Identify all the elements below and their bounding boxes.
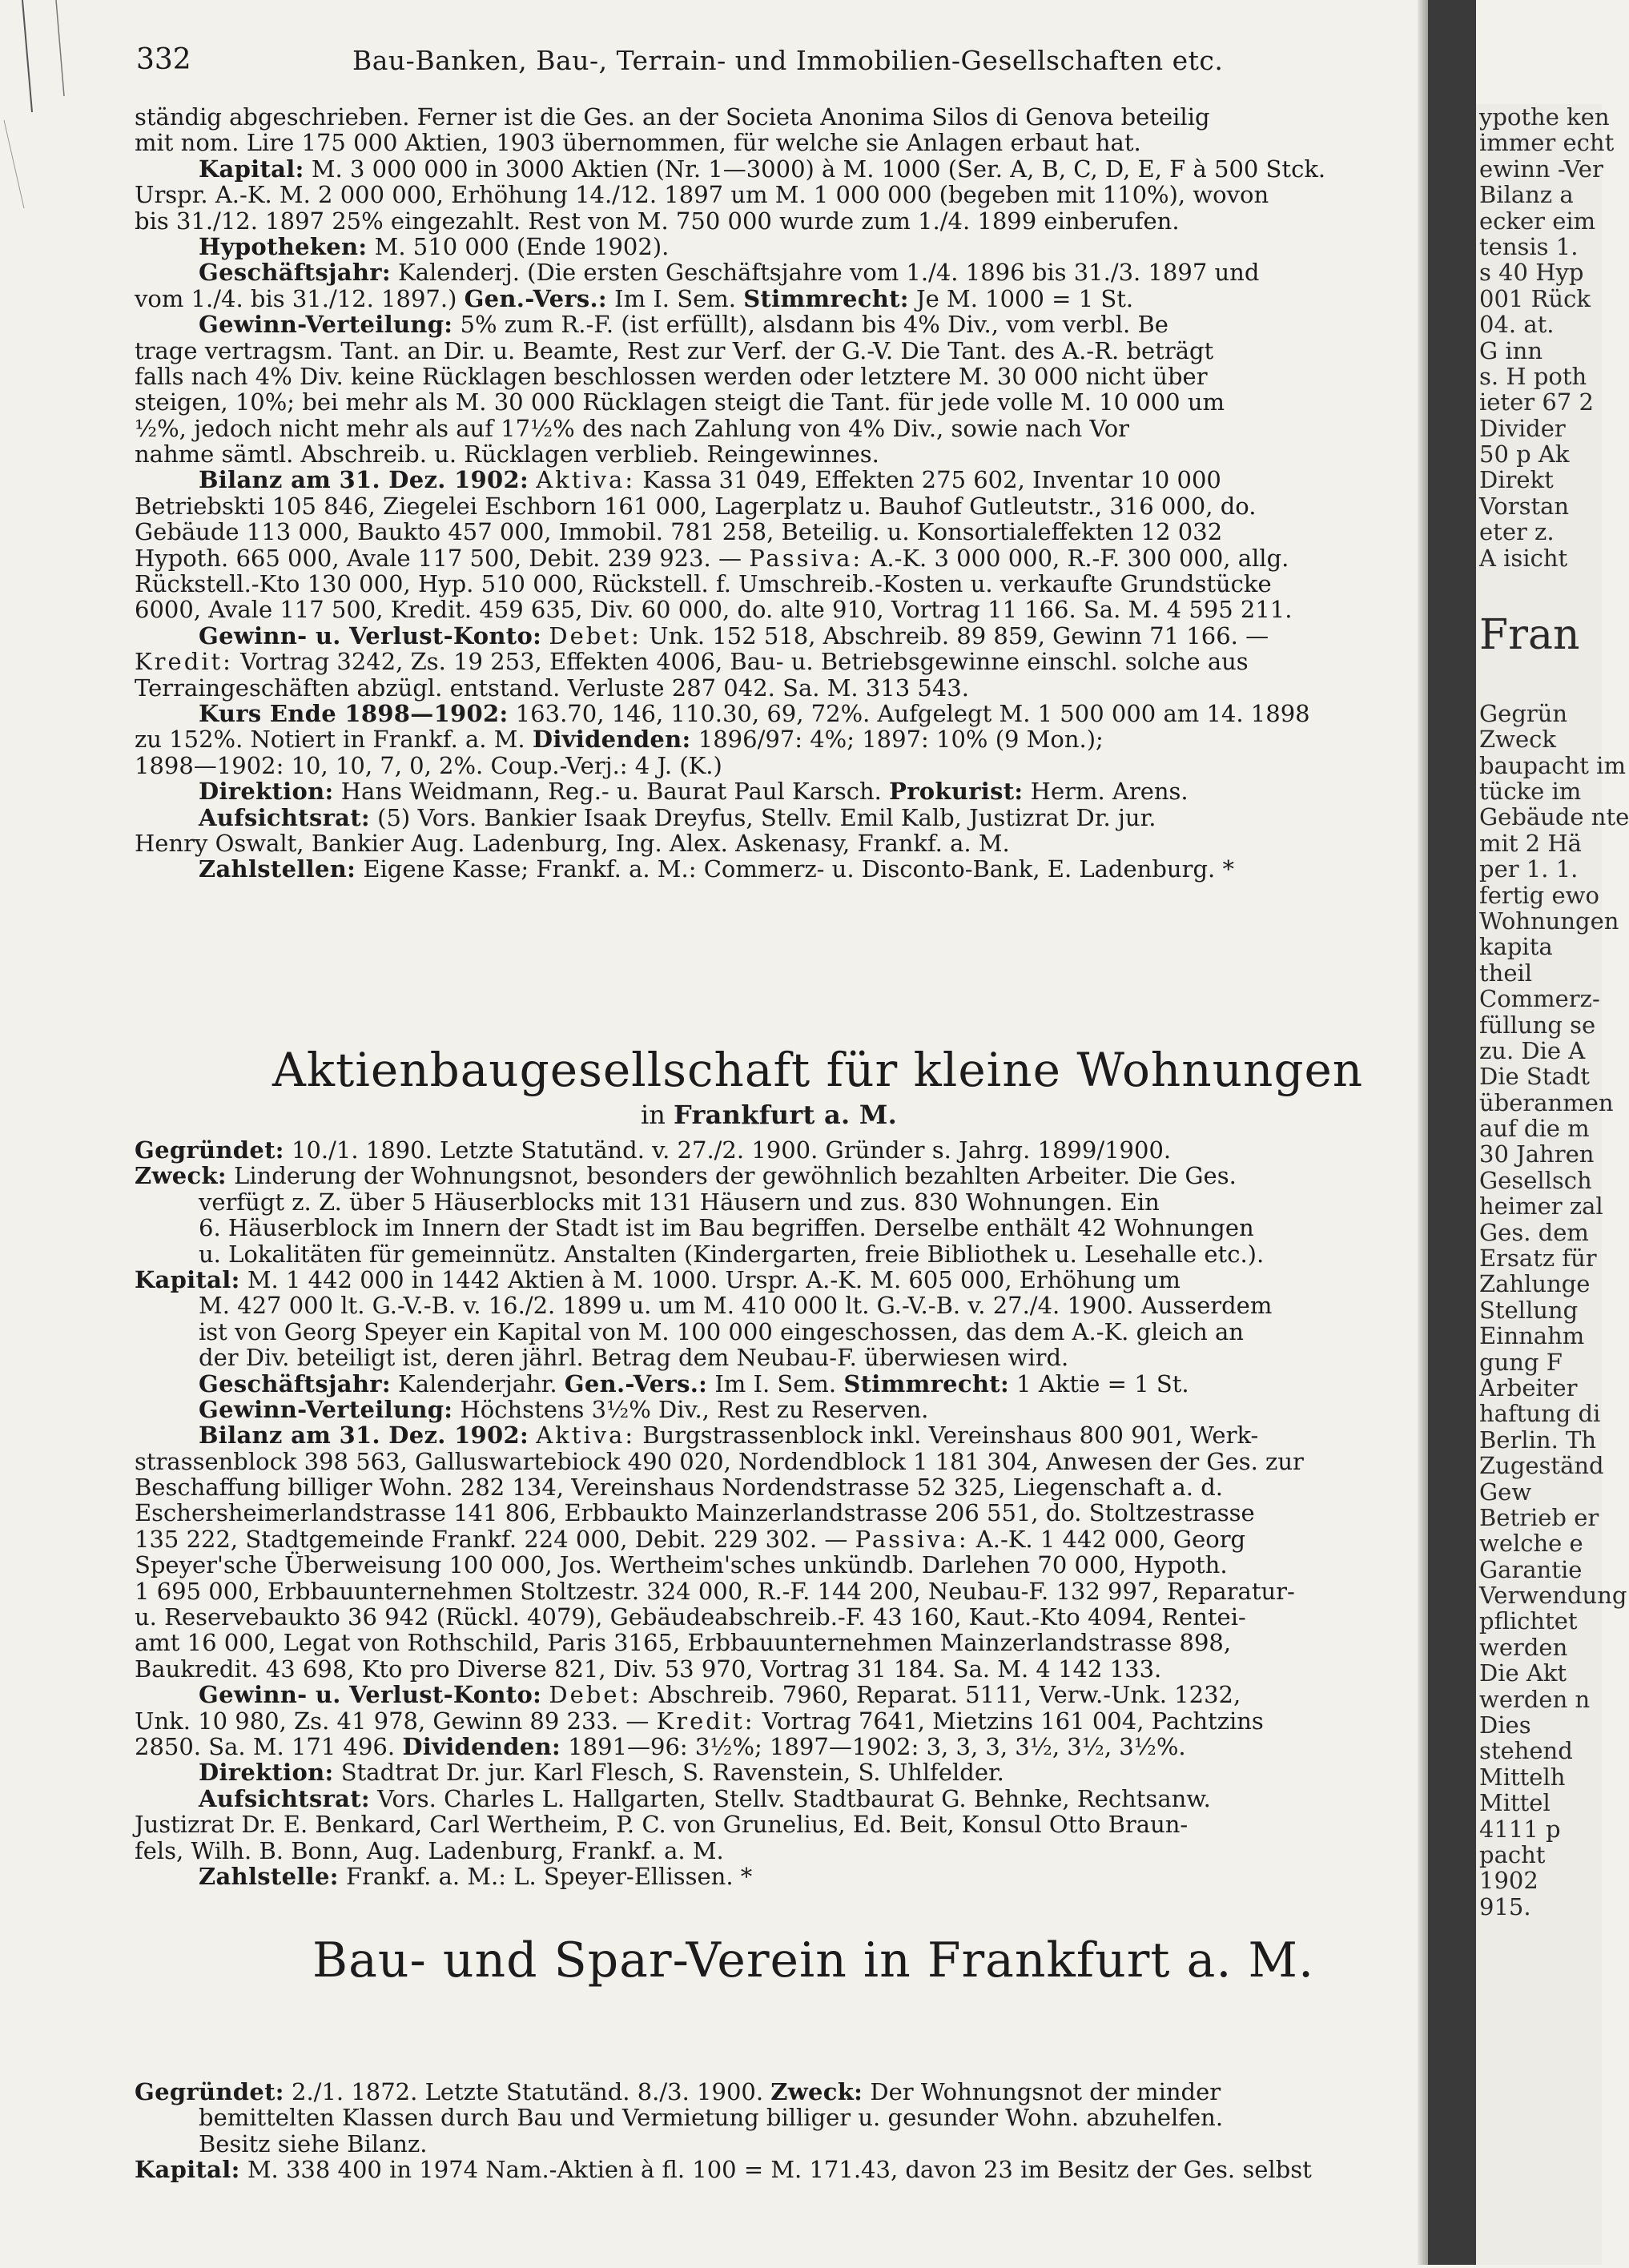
e2-line-24 [135, 1734, 1432, 1759]
field-value: Unk. 10 980, Zs. 41 978, Gewinn 89 233. — [135, 1707, 657, 1735]
field-label: Kapital: [135, 2156, 240, 2184]
entry-title-bau-spar-verein: Bau- und Spar-Verein in Frankfurt a. M. [312, 1932, 1315, 1989]
e2-line-4: 6. Häuserblock im Innern der Stadt ist im Bau begriffen. Derselbe enthält 42 Wohnungen [199, 1214, 1254, 1242]
field-label: Gewinn- u. Verlust-Konto: [199, 621, 542, 649]
prev-line-12: steigen, 10%; bei mehr als M. 30 000 Rücklagen steigt die Tant. für jede volle M. 10 000 um [135, 388, 1225, 416]
e2-line-28: fels, Wilh. B. Bonn, Aug. Ladenburg, Frankf. a. M. [135, 1836, 724, 1864]
facing-page-line: kapita [1479, 933, 1553, 961]
field-label: Gegründet: [135, 2078, 284, 2105]
field-label: Gen.-Vers.: [564, 1369, 708, 1397]
prev-guv [135, 623, 1432, 649]
field-value: Eigene Kasse; Frankf. a. M.: Commerz- u. Disconto-Bank, E. Ladenburg. * [356, 855, 1234, 883]
field-label: Zahlstellen: [199, 855, 356, 883]
field-value: zu 152%. Notiert in Frankf. a. M. [135, 726, 533, 754]
facing-page-line: Gebäude nte [1479, 803, 1629, 831]
field-label: Gegründet: [135, 1136, 284, 1164]
field-value: Hans Weidmann, Reg.- u. Baurat Paul Karsch. [333, 778, 890, 806]
facing-page-line: überanmen [1479, 1088, 1614, 1116]
field-label: Bilanz am 31. Dez. 1902: [199, 1422, 529, 1450]
field-value: Vors. Charles L. Hallgarten, Stellv. Stadtbaurat G. Behnke, Rechtsanw. [369, 1784, 1211, 1812]
facing-page-line: Berlin. Th [1479, 1426, 1597, 1454]
debet-label: Debet: [549, 1681, 642, 1709]
facing-page-line: ewinn -Ver [1479, 155, 1603, 183]
facing-page-line: G inn [1479, 336, 1543, 364]
field-label: Aufsichtsrat: [199, 803, 370, 831]
aktiva-label: Aktiva: [536, 466, 636, 494]
entry-title-aktienbau: Aktienbaugesellschaft für kleine Wohnungen [272, 1043, 1364, 1097]
e2-bilanz [135, 1422, 1432, 1448]
facing-page-line: Commerz- [1479, 985, 1600, 1013]
field-label: Kurs Ende 1898—1902: [199, 699, 509, 727]
facing-page-line: Divider [1479, 414, 1566, 442]
field-value: 163.70, 146, 110.30, 69, 72%. Aufgelegt M. 1 500 000 am 14. 1898 [508, 699, 1310, 727]
e2-line-3: verfügt z. Z. über 5 Häuserblocks mit 131 Häusern und zus. 830 Wohnungen. Ein [199, 1188, 1160, 1216]
facing-page-line: welche e [1479, 1530, 1583, 1558]
e3-line-2: bemittelten Klassen durch Bau und Vermietung billiger u. gesunder Wohn. abzuhelfen. [199, 2104, 1224, 2132]
field-value: 1 Aktie = 1 St. [1008, 1369, 1189, 1397]
facing-page-line: Fran [1479, 611, 1580, 660]
e2-aufsichtsrat [135, 1786, 1432, 1812]
facing-page-line: Bilanz a [1479, 181, 1574, 209]
prev-kapital [135, 156, 1432, 182]
facing-page-line: ecker eim [1479, 207, 1596, 235]
field-value: 10./1. 1890. Letzte Statutänd. v. 27./2. 1900. Gründer s. Jahrg. 1899/1900. [284, 1136, 1172, 1164]
facing-page-line: tensis 1. [1479, 232, 1579, 260]
prev-aufsichtsrat [135, 805, 1432, 830]
facing-page-line: Die Akt [1479, 1659, 1567, 1687]
prev-line-11: falls nach 4% Div. keine Rücklagen beschlossen werden oder letztere M. 30 000 nicht über [135, 362, 1208, 390]
passiva-label: Passiva: [749, 544, 863, 572]
field-value: Kassa 31 049, Effekten 275 602, Inventar 10 000 [635, 466, 1221, 494]
facing-page-line: baupacht im [1479, 751, 1626, 779]
facing-page-line: Zweck [1479, 726, 1556, 754]
prev-bilanz [135, 467, 1432, 493]
field-label: Kapital: [199, 155, 304, 183]
facing-page-line: mit 2 Hä [1479, 829, 1582, 857]
facing-page-line: A isicht [1479, 544, 1568, 572]
field-value: 135 222, Stadtgemeinde Frankf. 224 000, Debit. 229 302. — [135, 1525, 855, 1553]
prev-line-18 [135, 545, 1432, 571]
prev-line-19: Rückstell.-Kto 130 000, Hyp. 510 000, Rückstell. f. Umschreib.-Kosten u. verkaufte Grundstücke [135, 570, 1272, 598]
facing-page-line: Die Stadt [1479, 1063, 1590, 1091]
e2-line-7: M. 427 000 lt. G.-V.-B. v. 16./2. 1899 u. um M. 410 000 lt. G.-V.-B. v. 27./4. 1900. Ausserdem [199, 1292, 1273, 1320]
entry-body-bau-spar-verein [135, 2079, 1432, 2183]
e2-guv [135, 1682, 1432, 1707]
field-value: Abschreib. 7960, Reparat. 5111, Verw.-Unk. 1232, [641, 1681, 1241, 1709]
e3-gegruendet [135, 2079, 1432, 2105]
e3-kapital [135, 2157, 1432, 2182]
e2-line-20: amt 16 000, Legat von Rothschild, Paris 3165, Erbbauunternehmen Mainzerlandstrasse 898, [135, 1629, 1232, 1657]
book-gutter [1428, 0, 1476, 2265]
e2-line-16 [135, 1526, 1432, 1552]
facing-page-line: Mittelh [1479, 1763, 1566, 1791]
field-value: Stadtrat Dr. jur. Karl Flesch, S. Ravenstein, S. Uhlfelder. [333, 1759, 1004, 1787]
entry-subtitle-aktienbau [641, 1100, 897, 1130]
e2-line-9: der Div. beteiligt ist, deren jährl. Betrag dem Neubau-F. überwiesen wird. [199, 1344, 1069, 1372]
subtitle-city: Frankfurt a. M. [674, 1100, 898, 1130]
subtitle-prefix: in [641, 1100, 674, 1130]
facing-page-line: ieter 67 2 [1479, 388, 1594, 416]
facing-page-line: werden [1479, 1633, 1568, 1661]
facing-page-line: Ges. dem [1479, 1218, 1589, 1246]
field-value: M. 338 400 in 1974 Nam.-Aktien à fl. 100 = M. 171.43, davon 23 im Besitz der Ges. selbst [239, 2156, 1312, 2184]
facing-page-line: immer echt [1479, 129, 1615, 157]
facing-page-line: 001 Rück [1479, 284, 1591, 312]
field-label: Zweck: [135, 1162, 227, 1190]
field-value: Unk. 152 518, Abschreib. 89 859, Gewinn 71 166. — [641, 621, 1269, 649]
field-label: Dividenden: [402, 1732, 561, 1760]
facing-page-line: Mittel [1479, 1789, 1551, 1817]
field-label: Gewinn-Verteilung: [199, 1395, 453, 1423]
facing-page-line: Gegrün [1479, 699, 1568, 727]
facing-page-line: Arbeiter [1479, 1373, 1578, 1401]
e2-zweck [135, 1163, 1432, 1188]
facing-page-line: Zahlunge [1479, 1270, 1591, 1298]
field-label: Kapital: [135, 1265, 240, 1293]
facing-page-line: 30 Jahren [1479, 1140, 1595, 1168]
prev-line-29: Henry Oswalt, Bankier Aug. Ladenburg, Ing. Alex. Askenasy, Frankf. a. M. [135, 829, 1010, 857]
facing-page-line: stehend [1479, 1737, 1573, 1765]
e2-line-14: Beschaffung billiger Wohn. 282 134, Vereinshaus Nordendstrasse 52 325, Liegenschaft a. d. [135, 1474, 1223, 1502]
field-value: 5% zum R.-F. (ist erfüllt), alsdann bis 4% Div., vom verbl. Be [452, 311, 1168, 339]
e2-line-8: ist von Georg Speyer ein Kapital von M. 100 000 eingeschossen, das dem A.-K. gleich an [199, 1317, 1244, 1345]
entry-body-aktienbau [135, 1137, 1432, 1889]
facing-page-line: auf die m [1479, 1115, 1590, 1143]
debet-label: Debet: [549, 621, 642, 649]
page-fold-shadow [1418, 0, 1429, 2265]
e2-line-5: u. Lokalitäten für gemeinnütz. Anstalten (Kindergarten, freie Bibliothek u. Lesehalle etc.). [199, 1240, 1265, 1268]
main-column [135, 104, 1432, 883]
prev-hypotheken [135, 234, 1432, 259]
facing-page-line: gung F [1479, 1348, 1563, 1376]
field-value: 1896/97: 4%; 1897: 10% (9 Mon.); [690, 726, 1104, 754]
field-value: (5) Vors. Bankier Isaak Dreyfus, Stellv. Emil Kalb, Justizrat Dr. jur. [369, 803, 1156, 831]
e2-line-17: Speyer'sche Überweisung 100 000, Jos. Wertheim'sches unkündb. Darlehen 70 000, Hypoth. [135, 1551, 1228, 1579]
field-value: Herm. Arens. [1023, 778, 1189, 806]
facing-page-line: per 1. 1. [1479, 855, 1579, 883]
field-label: Zweck: [770, 2078, 863, 2105]
field-value: A.-K. 1 442 000, Georg [968, 1525, 1246, 1553]
facing-page-line: Stellung [1479, 1296, 1579, 1324]
facing-page-line: pacht [1479, 1841, 1546, 1868]
kredit-label: Kredit: [135, 648, 233, 676]
page-edge-marks [0, 0, 48, 2265]
facing-page-line: 915. [1479, 1892, 1531, 1920]
facing-page-line: haftung di [1479, 1400, 1601, 1428]
facing-page-line: theil [1479, 959, 1533, 987]
facing-page-line: tücke im [1479, 777, 1582, 805]
facing-page-line: füllung se [1479, 1011, 1596, 1039]
prev-line-16: Betriebskti 105 846, Ziegelei Eschborn 161 000, Lagerplatz u. Bauhof Gutleutstr., 316 000, do. [135, 492, 1257, 520]
e2-line-18: 1 695 000, Erbbauunternehmen Stoltzestr. 324 000, R.-F. 144 200, Neubau-F. 132 997, Reparatur- [135, 1577, 1295, 1605]
field-value: M. 1 442 000 in 1442 Aktien à M. 1000. Urspr. A.-K. M. 605 000, Erhöhung um [239, 1265, 1181, 1293]
prev-kurs [135, 701, 1432, 726]
field-value: Vortrag 3242, Zs. 19 253, Effekten 4006, Bau- u. Betriebsgewinne einschl. solche aus [232, 648, 1249, 676]
field-label: Dividenden: [532, 726, 691, 754]
facing-page-line: Vorstan [1479, 492, 1570, 520]
field-value: Vortrag 7641, Mietzins 161 004, Pachtzins [754, 1707, 1264, 1735]
prev-direktion [135, 778, 1432, 804]
prev-line-26: 1898—1902: 10, 10, 7, 0, 2%. Coup.-Verj.: 4 J. (K.) [135, 751, 722, 779]
field-value: M. 3 000 000 in 3000 Aktien (Nr. 1—3000) à M. 1000 (Ser. A, B, C, D, E, F à 500 Stck. [304, 155, 1326, 183]
prev-line-8 [135, 286, 1432, 312]
facing-page-line: Dies [1479, 1711, 1531, 1739]
prev-line-2: mit nom. Lire 175 000 Aktien, 1903 übernommen, für welche sie Anlagen erbaut hat. [135, 129, 1141, 157]
page-edge-shadow [0, 0, 48, 2265]
facing-page-line: pflichtet [1479, 1607, 1578, 1635]
prev-line-14: nahme sämtl. Abschreib. u. Rücklagen verblieb. Reingewinnes. [135, 440, 879, 468]
e3-line-3: Besitz siehe Bilanz. [199, 2129, 428, 2157]
facing-page-line: Direkt [1479, 466, 1554, 494]
field-value: Kalenderj. (Die ersten Geschäftsjahre vom 1./4. 1896 bis 31./3. 1897 und [390, 259, 1260, 287]
facing-page-line: Zugeständ [1479, 1452, 1604, 1480]
field-value: Hypoth. 665 000, Avale 117 500, Debit. 239 923. — [135, 544, 750, 572]
field-label: Gewinn- u. Verlust-Konto: [199, 1681, 542, 1709]
e2-line-15: Eschersheimerlandstrasse 141 806, Erbbaukto Mainzerlandstrasse 206 551, do. Stoltzestrasse [135, 1499, 1255, 1527]
facing-page-line: Einnahm [1479, 1322, 1585, 1350]
field-label: Direktion: [199, 778, 334, 806]
e2-line-13: strassenblock 398 563, Galluswartebiock 490 020, Nordendblock 1 181 304, Anwesen der Ges. zur [135, 1447, 1304, 1475]
field-value: Je M. 1000 = 1 St. [908, 284, 1134, 312]
facing-page-line: zu. Die A [1479, 1036, 1586, 1064]
e2-line-23 [135, 1708, 1432, 1734]
field-value: Der Wohnungsnot der minder [863, 2078, 1221, 2105]
facing-page-line: Gesellsch [1479, 1166, 1592, 1194]
field-value: 2850. Sa. M. 171 496. [135, 1732, 403, 1760]
facing-page-line [1476, 571, 1602, 597]
facing-page-line: ypothe ken [1479, 103, 1610, 131]
facing-page-line: 4111 p [1479, 1815, 1561, 1843]
field-value: A.-K. 3 000 000, R.-F. 300 000, allg. [863, 544, 1289, 572]
prev-line-20: 6000, Avale 117 500, Kredit. 459 635, Div. 60 000, do. alte 910, Vortrag 11 166. Sa. M. 4 595 211. [135, 596, 1293, 624]
field-value: Im I. Sem. [606, 284, 744, 312]
prev-gewinn-verteilung [135, 312, 1432, 337]
field-label: Geschäftsjahr: [199, 1369, 391, 1397]
facing-page-line: 50 p Ak [1479, 440, 1570, 468]
field-value: Frankf. a. M.: L. Speyer-Ellissen. * [338, 1862, 753, 1890]
field-value: Burgstrassenblock inkl. Vereinshaus 800 901, Werk- [635, 1422, 1259, 1450]
kredit-label: Kredit: [656, 1707, 755, 1735]
running-head: Bau-Banken, Bau-, Terrain- und Immobilien-Gesellschaften etc. [352, 45, 1224, 76]
field-label: Stimmrecht: [843, 1369, 1009, 1397]
facing-page-line: Betrieb er [1479, 1503, 1599, 1531]
field-value: 1891—96: 3½%; 1897—1902: 3, 3, 3, 3½, 3½, 3½%. [561, 1732, 1186, 1760]
field-label: Hypotheken: [199, 232, 368, 260]
e2-line-19: u. Reservebaukto 36 942 (Rückl. 4079), Gebäudeabschreib.-F. 43 160, Kaut.-Kto 4094, Rentei- [135, 1603, 1246, 1631]
facing-page-line: Garantie [1479, 1555, 1583, 1583]
page-header [136, 43, 1386, 83]
field-value: 2./1. 1872. Letzte Statutänd. 8./3. 1900. [284, 2078, 771, 2105]
prev-line-5: bis 31./12. 1897 25% eingezahlt. Rest von M. 750 000 wurde zum 1./4. 1899 einberufen. [135, 207, 1180, 235]
field-value: Kalenderjahr. [390, 1369, 565, 1397]
prev-line-17: Gebäude 113 000, Baukto 457 000, Immobil. 781 258, Beteilig. u. Konsortialeffekten 12 032 [135, 518, 1223, 546]
page-number: 332 [136, 43, 191, 76]
field-label: Aufsichtsrat: [199, 1784, 370, 1812]
field-label: Stimmrecht: [743, 284, 909, 312]
facing-page-line: Verwendung [1479, 1582, 1627, 1610]
passiva-label: Passiva: [855, 1525, 969, 1553]
field-value: Linderung der Wohnungsnot, besonders der gewöhnlich bezahlten Arbeiter. Die Ges. [226, 1162, 1237, 1190]
facing-page-line: heimer zal [1479, 1192, 1603, 1220]
facing-page-line: s. H poth [1479, 362, 1587, 390]
prev-line-25 [135, 726, 1432, 752]
facing-page-line: werden n [1479, 1685, 1591, 1713]
field-label: Zahlstelle: [199, 1862, 339, 1890]
e2-kapital [135, 1267, 1432, 1293]
facing-page-line: Ersatz für [1479, 1245, 1597, 1273]
field-value: Im I. Sem. [707, 1369, 844, 1397]
facing-page-line [1476, 674, 1602, 700]
aktiva-label: Aktiva: [536, 1422, 636, 1450]
prev-line-10: trage vertragsm. Tant. an Dir. u. Beamte, Rest zur Verf. der G.-V. Die Tant. des A.-R. beträgt [135, 336, 1214, 364]
field-label: Direktion: [199, 1759, 334, 1787]
prev-geschaeftsjahr [135, 259, 1432, 285]
prev-line-23: Terraingeschäften abzügl. entstand. Verluste 287 042. Sa. M. 313 543. [135, 674, 969, 702]
facing-page-line: fertig ewo [1479, 881, 1599, 909]
field-value: Höchstens 3½% Div., Rest zu Reserven. [452, 1395, 929, 1423]
field-value: vom 1./4. bis 31./12. 1897.) [135, 284, 465, 312]
e2-gegruendet [135, 1137, 1432, 1163]
facing-page-line: 1902 [1479, 1867, 1538, 1895]
field-value: M. 510 000 (Ende 1902). [367, 232, 670, 260]
field-label: Gewinn-Verteilung: [199, 311, 453, 339]
prev-line-13: ½%, jedoch nicht mehr als auf 17½% des nach Zahlung von 4% Div., sowie nach Vor [135, 414, 1130, 442]
field-label: Geschäftsjahr: [199, 259, 391, 287]
prev-line-1: ständig abgeschrieben. Ferner ist die Ges. an der Societa Anonima Silos di Genova beteilig [135, 103, 1210, 131]
facing-page-line: eter z. [1479, 518, 1555, 546]
prev-line-4: Urspr. A.-K. M. 2 000 000, Erhöhung 14./12. 1897 um M. 1 000 000 (begeben mit 110%), wovon [135, 181, 1269, 209]
field-label: Bilanz am 31. Dez. 1902: [199, 466, 529, 494]
prev-line-22 [135, 649, 1432, 674]
e2-gewinn-verteilung [135, 1397, 1432, 1422]
e2-line-21: Baukredit. 43 698, Kto pro Diverse 821, Div. 53 970, Vortrag 31 184. Sa. M. 4 142 133. [135, 1655, 1162, 1683]
facing-page-fragment [1476, 103, 1629, 2265]
facing-page-line: Wohnungen [1479, 907, 1619, 935]
e2-geschaeftsjahr [135, 1371, 1432, 1397]
e2-line-27: Justizrat Dr. E. Benkard, Carl Wertheim, P. C. von Grunelius, Ed. Beit, Konsul Otto Braun- [135, 1811, 1189, 1839]
facing-page-line: Gew [1479, 1478, 1532, 1506]
prev-zahlstellen [135, 856, 1432, 882]
field-label: Prokurist: [889, 778, 1024, 806]
facing-page-line: s 40 Hyp [1479, 259, 1584, 287]
e2-zahlstelle [135, 1864, 1432, 1889]
e2-direktion [135, 1759, 1432, 1785]
facing-page-line: 04. at. [1479, 311, 1555, 339]
field-label: Gen.-Vers.: [464, 284, 607, 312]
